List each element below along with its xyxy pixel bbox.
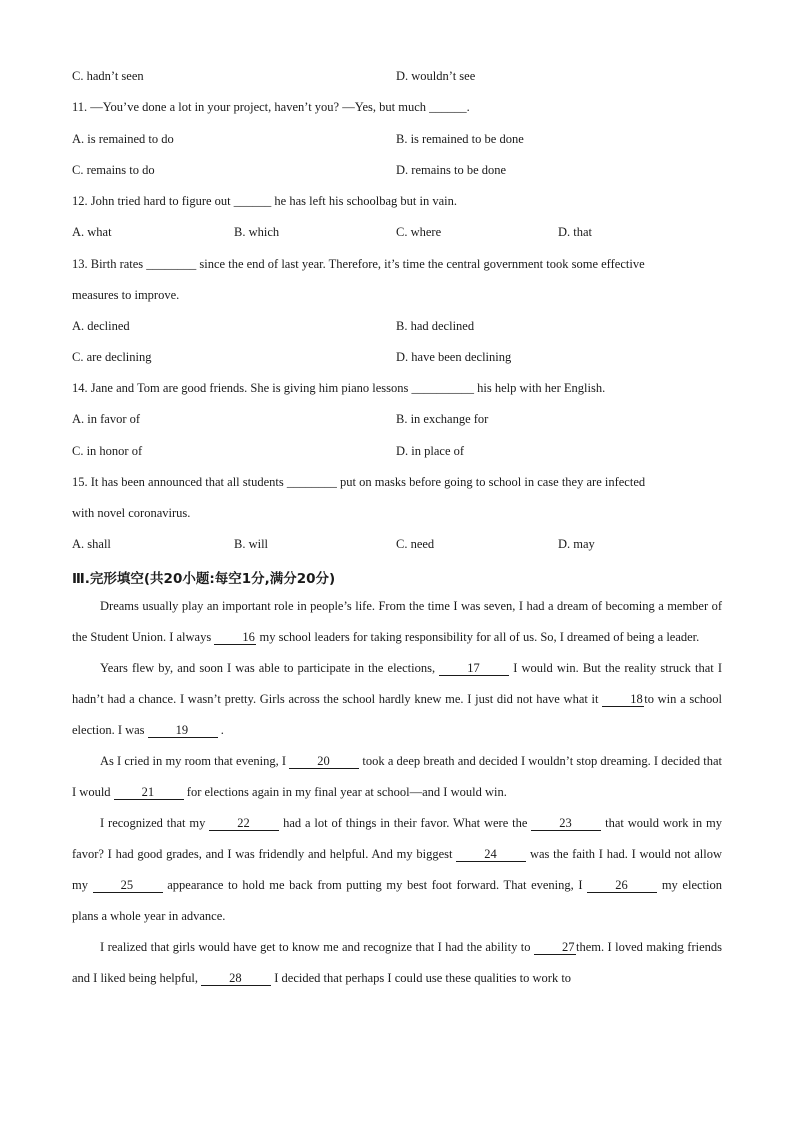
blank-24: 24	[456, 847, 526, 862]
blank-20: 20	[289, 754, 359, 769]
question-13-stem-cont: measures to improve.	[72, 288, 180, 302]
q13-option-b: B. had declined	[396, 319, 475, 333]
q15-option-b: B. will	[234, 537, 269, 551]
blank-25: 25	[93, 878, 163, 893]
q13-option-c: C. are declining	[72, 350, 152, 364]
blank-27: 27	[534, 940, 576, 955]
blank-26: 26	[587, 878, 657, 893]
passage-text: took a deep breath and decided I wouldn’t stop dreaming. I decided that I would	[72, 754, 723, 799]
q12-option-c: C. where	[396, 225, 442, 239]
q11-option-c: C. remains to do	[72, 163, 155, 177]
question-13-stem: 13. Birth rates ________ since the end of last year. Therefore, it’s time the central government took some effective	[72, 257, 645, 271]
q15-option-d: D. may	[558, 537, 595, 551]
passage-text: to win a school election. I was	[72, 692, 722, 737]
passage-text: .	[217, 723, 224, 737]
q14-option-a: A. in favor of	[72, 412, 141, 426]
q14-option-c: C. in honor of	[72, 444, 143, 458]
blank-28: 28	[201, 971, 271, 986]
passage-paragraph-1	[72, 591, 722, 653]
passage-text: I would win. But the reality struck that I hadn’t had a chance. I wasn’t pretty. Girls across the school hardly knew me. I just did not have what it	[72, 661, 722, 706]
q13-option-a: A. declined	[72, 319, 130, 333]
q12-option-a: A. what	[72, 225, 112, 239]
passage-text: was the faith I had. I would not allow my	[72, 847, 722, 892]
blank-21: 21	[114, 785, 184, 800]
passage-paragraph-5	[72, 932, 722, 994]
passage-text: that would work in my favor? I had good grades, and I was fridendly and helpful. And my biggest	[72, 816, 722, 861]
blank-16: 16	[214, 630, 256, 645]
q15-option-c: C. need	[396, 537, 435, 551]
question-14-stem: 14. Jane and Tom are good friends. She is giving him piano lessons __________ his help with her English.	[72, 381, 606, 395]
blank-18: 18	[602, 692, 644, 707]
option-c: C. hadn’t seen	[72, 69, 144, 83]
passage-text: appearance to hold me back from putting my best foot forward. That evening, I	[162, 878, 588, 892]
q15-option-a: A. shall	[72, 537, 111, 551]
passage-text: I decided that perhaps I could use these qualities to work to	[271, 971, 572, 985]
question-12-stem: 12. John tried hard to figure out ______ he has left his schoolbag but in vain.	[72, 194, 458, 208]
question-11-stem: 11. —You’ve done a lot in your project, haven’t you? —Yes, but much ______.	[72, 100, 470, 114]
question-15-stem: 15. It has been announced that all students ________ put on masks before going to school in case they are infected	[72, 475, 646, 489]
passage-text: As I cried in my room that evening, I	[100, 754, 290, 768]
passage-text: I recognized that my	[100, 816, 210, 830]
q13-option-d: D. have been declining	[396, 350, 512, 364]
passage-paragraph-2	[72, 653, 722, 746]
question-15-stem-cont: with novel coronavirus.	[72, 506, 191, 520]
passage-paragraph-4	[72, 808, 722, 932]
passage-text: my school leaders for taking responsibility for all of us. So, I dreamed of being a leader.	[256, 630, 700, 644]
q14-option-b: B. in exchange for	[396, 412, 489, 426]
passage-text: Dreams usually play an important role in people’s life. From the time I was seven, I had a dream of becoming a member of the Student Union. I always	[72, 599, 722, 644]
passage-text: had a lot of things in their favor. What were the	[279, 816, 532, 830]
passage-text: I realized that girls would have get to know me and recognize that I had the ability to	[100, 940, 534, 954]
q11-option-a: A. is remained to do	[72, 132, 174, 146]
passage-text: them. I loved making friends and I liked being helpful,	[72, 940, 722, 985]
passage-text: my election plans a whole year in advance.	[72, 878, 722, 923]
q12-option-b: B. which	[234, 225, 280, 239]
blank-22: 22	[209, 816, 279, 831]
q11-option-d: D. remains to be done	[396, 163, 507, 177]
q11-option-b: B. is remained to be done	[396, 132, 524, 146]
q14-option-d: D. in place of	[396, 444, 465, 458]
blank-19: 19	[148, 723, 218, 738]
option-d: D. wouldn’t see	[396, 69, 476, 83]
passage-paragraph-3	[72, 746, 722, 808]
q12-option-d: D. that	[558, 225, 593, 239]
blank-17: 17	[439, 661, 509, 676]
blank-23: 23	[531, 816, 601, 831]
cloze-passage	[72, 591, 722, 994]
section-title-cloze: Ⅲ.完形填空(共20小题:每空1分,满分20分)	[72, 571, 336, 587]
passage-text: Years flew by, and soon I was able to participate in the elections,	[100, 661, 440, 675]
passage-text: for elections again in my final year at school—and I would win.	[183, 785, 507, 799]
